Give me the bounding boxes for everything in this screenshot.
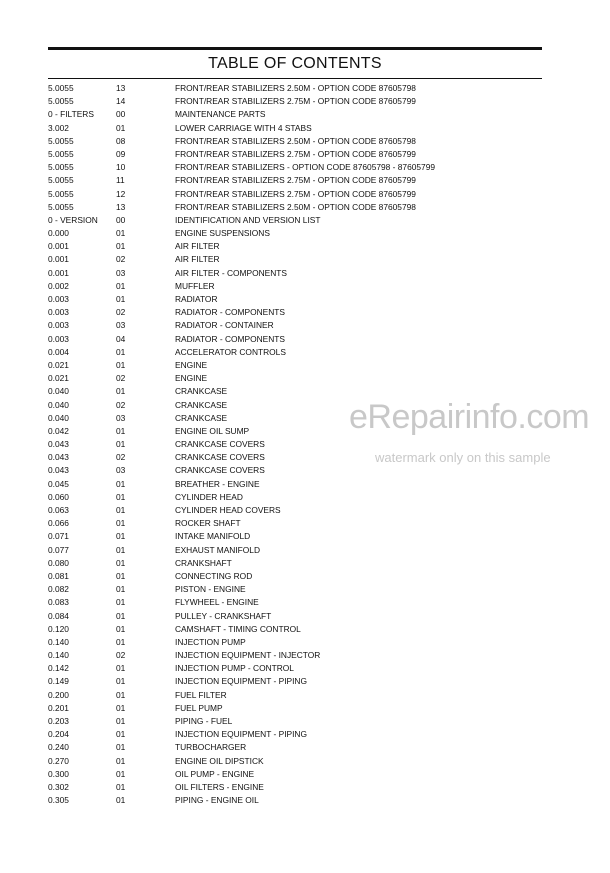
toc-sheet-number: 14 <box>116 96 126 107</box>
toc-sheet-number: 01 <box>116 755 126 766</box>
toc-description: AIR FILTER <box>175 241 220 252</box>
toc-row <box>48 293 548 306</box>
toc-sheet-number: 01 <box>116 570 126 581</box>
toc-description: RADIATOR - COMPONENTS <box>175 333 285 344</box>
toc-sheet-number: 02 <box>116 373 126 384</box>
toc-description: RADIATOR - COMPONENTS <box>175 307 285 318</box>
toc-description: PIPING - FUEL <box>175 716 233 726</box>
toc-row <box>48 161 548 174</box>
toc-row <box>48 623 548 636</box>
toc-description: PISTON - ENGINE <box>175 584 246 595</box>
toc-description: CONNECTING ROD <box>175 570 253 581</box>
toc-section-code: 0 - VERSION <box>48 214 98 225</box>
toc-row <box>48 333 548 346</box>
title-rule <box>48 78 542 79</box>
toc-sheet-number: 01 <box>116 610 126 621</box>
toc-description: FRONT/REAR STABILIZERS - OPTION CODE 87605798 - 87605799 <box>175 162 436 173</box>
toc-sheet-number: 01 <box>116 241 126 252</box>
toc-sheet-number: 01 <box>116 597 126 608</box>
toc-row <box>48 359 548 372</box>
toc-sheet-number: 01 <box>116 544 126 555</box>
toc-sheet-number: 02 <box>116 650 126 661</box>
toc-sheet-number: 01 <box>116 557 126 568</box>
toc-sheet-number: 13 <box>116 83 126 93</box>
toc-row <box>48 702 548 715</box>
toc-section-code: 0.071 <box>48 531 69 542</box>
toc-row <box>48 530 548 543</box>
toc-row <box>48 662 548 675</box>
toc-section-code: 0.084 <box>48 610 69 621</box>
toc-row <box>48 517 548 530</box>
toc-row <box>48 504 548 517</box>
toc-section-code: 0.001 <box>48 267 69 278</box>
toc-sheet-number: 08 <box>116 135 126 146</box>
toc-row <box>48 122 548 135</box>
toc-row <box>48 346 548 359</box>
toc-row <box>48 385 548 398</box>
toc-section-code: 5.0055 <box>48 175 74 186</box>
toc-section-code: 0.140 <box>48 636 69 647</box>
toc-description: TURBOCHARGER <box>175 742 247 753</box>
toc-description: MAINTENANCE PARTS <box>175 109 266 120</box>
toc-section-code: 0.082 <box>48 584 69 595</box>
toc-row <box>48 240 548 253</box>
toc-row <box>48 306 548 319</box>
toc-section-code: 0.080 <box>48 557 69 568</box>
toc-section-code: 0.083 <box>48 597 69 608</box>
toc-section-code: 0.003 <box>48 307 69 318</box>
toc-sheet-number: 01 <box>116 663 126 674</box>
toc-section-code: 0.004 <box>48 346 69 357</box>
toc-section-code: 0.021 <box>48 373 69 384</box>
toc-section-code: 0.204 <box>48 729 69 740</box>
toc-description: FRONT/REAR STABILIZERS 2.75M - OPTION CODE 87605799 <box>175 96 416 107</box>
toc-sheet-number: 01 <box>116 729 126 740</box>
toc-description: CYLINDER HEAD COVERS <box>175 505 281 515</box>
toc-description: ACCELERATOR CONTROLS <box>175 346 286 357</box>
toc-row <box>48 715 548 728</box>
toc-description: AIR FILTER - COMPONENTS <box>175 267 287 278</box>
toc-description: CRANKCASE COVERS <box>175 452 265 463</box>
toc-description: CRANKCASE COVERS <box>175 439 265 450</box>
toc-section-code: 0 - FILTERS <box>48 109 94 120</box>
toc-section-code: 0.043 <box>48 439 69 450</box>
toc-section-code: 0.021 <box>48 359 69 370</box>
toc-sheet-number: 01 <box>116 359 126 370</box>
toc-row <box>48 689 548 702</box>
toc-sheet-number: 02 <box>116 399 126 410</box>
toc-sheet-number: 01 <box>116 491 126 502</box>
toc-section-code: 0.200 <box>48 689 69 700</box>
toc-description: INTAKE MANIFOLD <box>175 531 251 542</box>
toc-section-code: 0.040 <box>48 412 69 423</box>
toc-row <box>48 755 548 768</box>
toc-section-code: 0.270 <box>48 755 69 766</box>
toc-section-code: 0.060 <box>48 491 69 502</box>
toc-sheet-number: 01 <box>116 386 126 397</box>
toc-sheet-number: 03 <box>116 320 126 331</box>
toc-section-code: 0.040 <box>48 399 69 410</box>
watermark: eRepairinfo.com <box>349 398 590 436</box>
toc-row <box>48 768 548 781</box>
toc-row <box>48 201 548 214</box>
toc-section-code: 0.081 <box>48 570 69 581</box>
toc-sheet-number: 04 <box>116 333 126 344</box>
toc-section-code: 0.142 <box>48 663 69 674</box>
toc-section-code: 0.302 <box>48 781 69 792</box>
toc-section-code: 0.120 <box>48 623 69 634</box>
toc-section-code: 0.140 <box>48 650 69 661</box>
toc-section-code: 5.0055 <box>48 148 74 159</box>
toc-row <box>48 781 548 794</box>
toc-section-code: 0.000 <box>48 228 69 239</box>
toc-sheet-number: 03 <box>116 412 126 423</box>
toc-row <box>48 135 548 148</box>
toc-description: INJECTION EQUIPMENT - PIPING <box>175 729 307 740</box>
toc-row <box>48 675 548 688</box>
toc-section-code: 0.003 <box>48 294 69 304</box>
toc-description: ENGINE <box>175 359 208 370</box>
toc-row <box>48 741 548 754</box>
toc-description: INJECTION EQUIPMENT - INJECTOR <box>175 650 321 661</box>
toc-row <box>48 478 548 491</box>
toc-section-code: 0.077 <box>48 544 69 555</box>
toc-sheet-number: 01 <box>116 742 126 753</box>
toc-description: EXHAUST MANIFOLD <box>175 544 261 555</box>
toc-description: ENGINE OIL DIPSTICK <box>175 755 264 766</box>
toc-row <box>48 557 548 570</box>
toc-row <box>48 544 548 557</box>
toc-row <box>48 464 548 477</box>
toc-sheet-number: 01 <box>116 689 126 700</box>
toc-section-code: 0.045 <box>48 478 69 489</box>
toc-section-code: 0.300 <box>48 768 69 779</box>
toc-description: AIR FILTER <box>175 254 220 265</box>
toc-section-code: 0.063 <box>48 505 69 515</box>
toc-row <box>48 214 548 227</box>
toc-section-code: 0.003 <box>48 333 69 344</box>
toc-description: PIPING - ENGINE OIL <box>175 795 259 806</box>
top-rule <box>48 47 542 50</box>
toc-section-code: 0.040 <box>48 386 69 397</box>
toc-row <box>48 570 548 583</box>
toc-description: INJECTION PUMP - CONTROL <box>175 663 294 674</box>
toc-section-code: 0.240 <box>48 742 69 753</box>
toc-section-code: 0.203 <box>48 716 69 726</box>
toc-description: CAMSHAFT - TIMING CONTROL <box>175 623 301 634</box>
toc-sheet-number: 01 <box>116 122 126 133</box>
toc-row <box>48 636 548 649</box>
toc-description: BREATHER - ENGINE <box>175 478 260 489</box>
toc-sheet-number: 11 <box>116 175 125 186</box>
toc-row <box>48 174 548 187</box>
toc-row <box>48 95 548 108</box>
toc-sheet-number: 01 <box>116 518 126 529</box>
toc-row <box>48 148 548 161</box>
toc-description: LOWER CARRIAGE WITH 4 STABS <box>175 122 312 133</box>
toc-description: ENGINE <box>175 373 208 384</box>
toc-section-code: 0.002 <box>48 280 69 291</box>
toc-sheet-number: 10 <box>116 162 126 173</box>
toc-row <box>48 319 548 332</box>
toc-section-code: 0.043 <box>48 465 69 476</box>
toc-section-code: 0.305 <box>48 795 69 806</box>
toc-section-code: 0.042 <box>48 425 69 436</box>
toc-row <box>48 794 548 807</box>
toc-section-code: 0.066 <box>48 518 69 529</box>
toc-description: FRONT/REAR STABILIZERS 2.50M - OPTION CODE 87605798 <box>175 83 416 93</box>
toc-section-code: 5.0055 <box>48 135 74 146</box>
toc-sheet-number: 01 <box>116 623 126 634</box>
toc-section-code: 0.043 <box>48 452 69 463</box>
toc-row <box>48 280 548 293</box>
toc-sheet-number: 00 <box>116 109 126 120</box>
toc-sheet-number: 01 <box>116 228 126 239</box>
toc-description: FRONT/REAR STABILIZERS 2.50M - OPTION CODE 87605798 <box>175 135 416 146</box>
toc-description: CRANKCASE <box>175 399 228 410</box>
toc-sheet-number: 01 <box>116 531 126 542</box>
toc-description: FUEL PUMP <box>175 702 223 713</box>
toc-section-code: 0.001 <box>48 241 69 252</box>
toc-sheet-number: 01 <box>116 478 126 489</box>
toc-row <box>48 227 548 240</box>
page-title: TABLE OF CONTENTS <box>208 55 382 72</box>
toc-sheet-number: 00 <box>116 214 126 225</box>
toc-section-code: 5.0055 <box>48 201 74 212</box>
toc-sheet-number: 01 <box>116 346 126 357</box>
toc-sheet-number: 01 <box>116 795 126 806</box>
toc-row <box>48 108 548 121</box>
toc-sheet-number: 01 <box>116 716 126 726</box>
toc-row <box>48 188 548 201</box>
toc-description: FRONT/REAR STABILIZERS 2.50M - OPTION CODE 87605798 <box>175 201 416 212</box>
toc-description: ROCKER SHAFT <box>175 518 241 529</box>
toc-sheet-number: 01 <box>116 636 126 647</box>
toc-row <box>48 267 548 280</box>
toc-description: CRANKCASE COVERS <box>175 465 265 476</box>
toc-description: FRONT/REAR STABILIZERS 2.75M - OPTION CODE 87605799 <box>175 188 416 199</box>
toc-sheet-number: 01 <box>116 294 126 304</box>
toc-sheet-number: 03 <box>116 465 126 476</box>
toc-description: FRONT/REAR STABILIZERS 2.75M - OPTION CODE 87605799 <box>175 148 416 159</box>
toc-sheet-number: 01 <box>116 505 126 515</box>
toc-description: OIL PUMP - ENGINE <box>175 768 255 779</box>
toc-description: FLYWHEEL - ENGINE <box>175 597 259 608</box>
toc-description: CYLINDER HEAD <box>175 491 243 502</box>
toc-section-code: 5.0055 <box>48 162 74 173</box>
toc-row <box>48 253 548 266</box>
toc-sheet-number: 13 <box>116 201 126 212</box>
toc-row <box>48 728 548 741</box>
toc-description: ENGINE OIL SUMP <box>175 425 250 436</box>
toc-row <box>48 596 548 609</box>
toc-section-code: 3.002 <box>48 122 69 133</box>
toc-sheet-number: 02 <box>116 452 126 463</box>
toc-row <box>48 610 548 623</box>
toc-section-code: 5.0055 <box>48 188 74 199</box>
toc-description: ENGINE SUSPENSIONS <box>175 228 270 239</box>
toc-description: FRONT/REAR STABILIZERS 2.75M - OPTION CODE 87605799 <box>175 175 416 186</box>
toc-description: RADIATOR - CONTAINER <box>175 320 274 331</box>
toc-row <box>48 649 548 662</box>
toc-section-code: 5.0055 <box>48 96 74 107</box>
toc-sheet-number: 01 <box>116 781 126 792</box>
toc-row <box>48 82 548 95</box>
toc-description: INJECTION EQUIPMENT - PIPING <box>175 676 307 687</box>
toc-sheet-number: 01 <box>116 768 126 779</box>
toc-section-code: 0.003 <box>48 320 69 331</box>
toc-section-code: 0.149 <box>48 676 69 687</box>
toc-sheet-number: 01 <box>116 280 126 291</box>
toc-sheet-number: 01 <box>116 425 126 436</box>
toc-description: CRANKSHAFT <box>175 557 232 568</box>
toc-sheet-number: 09 <box>116 148 126 159</box>
toc-description: RADIATOR <box>175 294 218 304</box>
toc-description: FUEL FILTER <box>175 689 227 700</box>
watermark-note: watermark only on this sample <box>375 450 551 465</box>
toc-sheet-number: 02 <box>116 307 126 318</box>
toc-sheet-number: 03 <box>116 267 126 278</box>
toc-sheet-number: 02 <box>116 254 126 265</box>
toc-description: CRANKCASE <box>175 412 228 423</box>
toc-description: CRANKCASE <box>175 386 228 397</box>
toc-row <box>48 372 548 385</box>
toc-sheet-number: 01 <box>116 584 126 595</box>
toc-description: PULLEY - CRANKSHAFT <box>175 610 272 621</box>
toc-sheet-number: 01 <box>116 702 126 713</box>
toc-section-code: 0.201 <box>48 702 69 713</box>
toc-section-code: 5.0055 <box>48 83 74 93</box>
toc-section-code: 0.001 <box>48 254 69 265</box>
toc-sheet-number: 12 <box>116 188 126 199</box>
toc-description: MUFFLER <box>175 280 215 291</box>
toc-list <box>48 82 548 807</box>
toc-sheet-number: 01 <box>116 439 126 450</box>
toc-row <box>48 491 548 504</box>
toc-description: IDENTIFICATION AND VERSION LIST <box>175 214 321 225</box>
toc-row <box>48 583 548 596</box>
toc-sheet-number: 01 <box>116 676 126 687</box>
toc-description: OIL FILTERS - ENGINE <box>175 781 264 792</box>
toc-description: INJECTION PUMP <box>175 636 246 647</box>
